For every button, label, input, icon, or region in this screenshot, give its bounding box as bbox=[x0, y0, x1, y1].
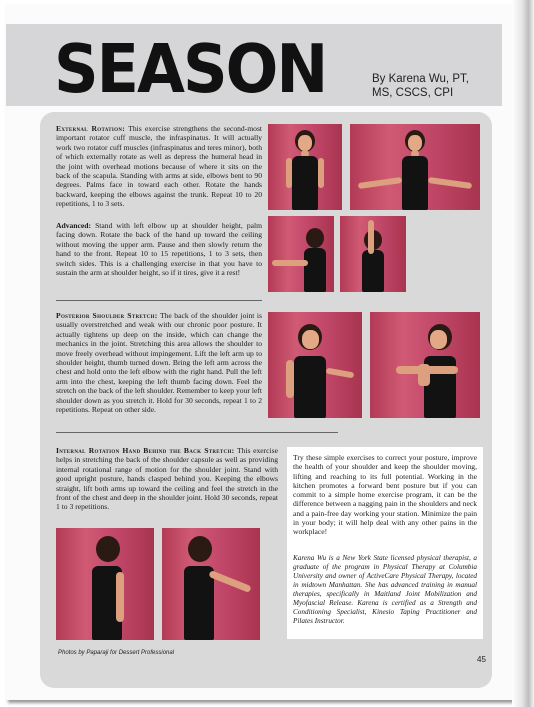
photo-external-rotation-end bbox=[350, 124, 480, 210]
internal-rotation-text bbox=[56, 446, 278, 512]
author-bio: Karena Wu is a New York State licensed physical therapist, a graduate of the program in Physical Therapy at Columbia University and owner of ActiveCare Physical Therapy, located in midtown Manhattan. She has advanced training in manual therapies, specifically in Maitland Joint Mobilization and Myofascial Release. Karena is certified as a Strength and Conditioning Specialist, Kinesio Taping Practitioner and Pilates Instructor. bbox=[293, 554, 477, 625]
page-curl bbox=[512, 0, 534, 707]
photo-advanced-end bbox=[340, 216, 406, 292]
advanced-label: Advanced: bbox=[56, 221, 92, 230]
byline bbox=[372, 72, 469, 100]
external-rotation-text bbox=[56, 124, 262, 209]
photo-advanced-start bbox=[268, 216, 334, 292]
photo-external-rotation-start bbox=[268, 124, 342, 210]
section-divider-2 bbox=[56, 432, 338, 433]
posterior-stretch-text bbox=[56, 311, 262, 414]
summary-text: Try these simple exercises to correct your posture, improve the health of your shoulder and keep the shoulder moving, lifting and reaching to its full potential. Working in the kitchen promotes a forward bent posture but if you can commit to a simple home exercise program, it can be the difference between a nagging pain in the shoulders and neck and a pain-free day working your station. Minimize the pain in your body; it will help deal with any other pains in the workplace! bbox=[293, 453, 477, 537]
external-rotation-heading: External Rotation: bbox=[56, 124, 126, 133]
byline-line-1: By Karena Wu, PT, bbox=[372, 73, 469, 85]
external-rotation-body: This exercise strengthens the second-most important rotator cuff muscle, the infraspinatus. It will actually work two rotator cuff muscles (infraspinatus and teres minor), both of which externally rotate as well as depress the humeral head in the joint with overhead motions because of where it sits on the back of the scapula. Standing with arms at side, elbows bent to 90 degrees. Palms face in toward each other. Rotate the hands backward, keeping the elbows against the trunk. Repeat 10 to 20 repetitions, 1 to 3 sets. bbox=[56, 124, 263, 209]
advanced-body: Stand with left elbow up at shoulder height, palm facing down. Rotate the back of the hand up toward the ceiling without moving the upper arm. Pause and then slowly return the hand to the front. Repeat 10 to 15 repetitions, 1 to 3 sets, then switch sides. This is a challenging exercise in that you have to sustain the arm at shoulder height, so if it tires, give it a rest! bbox=[56, 221, 262, 278]
section-divider-1 bbox=[56, 300, 262, 301]
page-number: 45 bbox=[477, 655, 486, 664]
photo-internal-end bbox=[162, 528, 260, 640]
internal-rotation-body: This exercise helps in stretching the back of the shoulder capsule as well as providing internal rotational range of motion for the shoulder joint. Stand with good upright posture, hands clasped behind you. Keeping the elbows straight, lift both arms up toward the ceiling and feel the stretch in the front of the chest and deep in the shoulder joint. Hold 30 seconds, repeat 1 to 3 repetitions. bbox=[56, 446, 278, 512]
photo-posterior-start bbox=[268, 312, 362, 418]
photo-posterior-end bbox=[370, 312, 480, 418]
posterior-stretch-body: The back of the shoulder joint is usually overstretched and weak with our chronic poor posture. It actually tightens up deep on the inside, which can change the mechanics in the joint. Stretching this area allows the shoulder to move freely overhead without impingement. Lift the left arm up to shoulder height, thumb turned down. Bring the left arm across the chest and hold onto the left elbow with the right hand. Pull the left arm into the chest, keeping the left thumb facing down. Feel the stretch on the back of the left shoulder. Remember to keep your left shoulder down as you stretch it. Hold for 30 seconds, repeat 1 to 2 repetitions. Repeat on other side. bbox=[56, 311, 262, 415]
advanced-text bbox=[56, 221, 262, 277]
posterior-stretch-heading: Posterior Shoulder Stretch: bbox=[56, 311, 158, 320]
internal-rotation-heading: Internal Rotation Hand Behind the Back Stretch: bbox=[56, 446, 235, 455]
page-title: SEASON bbox=[54, 29, 327, 109]
photo-internal-start bbox=[56, 528, 154, 640]
summary-box bbox=[287, 447, 483, 639]
photo-credit: Photos by Paparaji for Dessert Professional bbox=[58, 650, 175, 656]
byline-line-2: MS, CSCS, CPI bbox=[372, 87, 454, 99]
